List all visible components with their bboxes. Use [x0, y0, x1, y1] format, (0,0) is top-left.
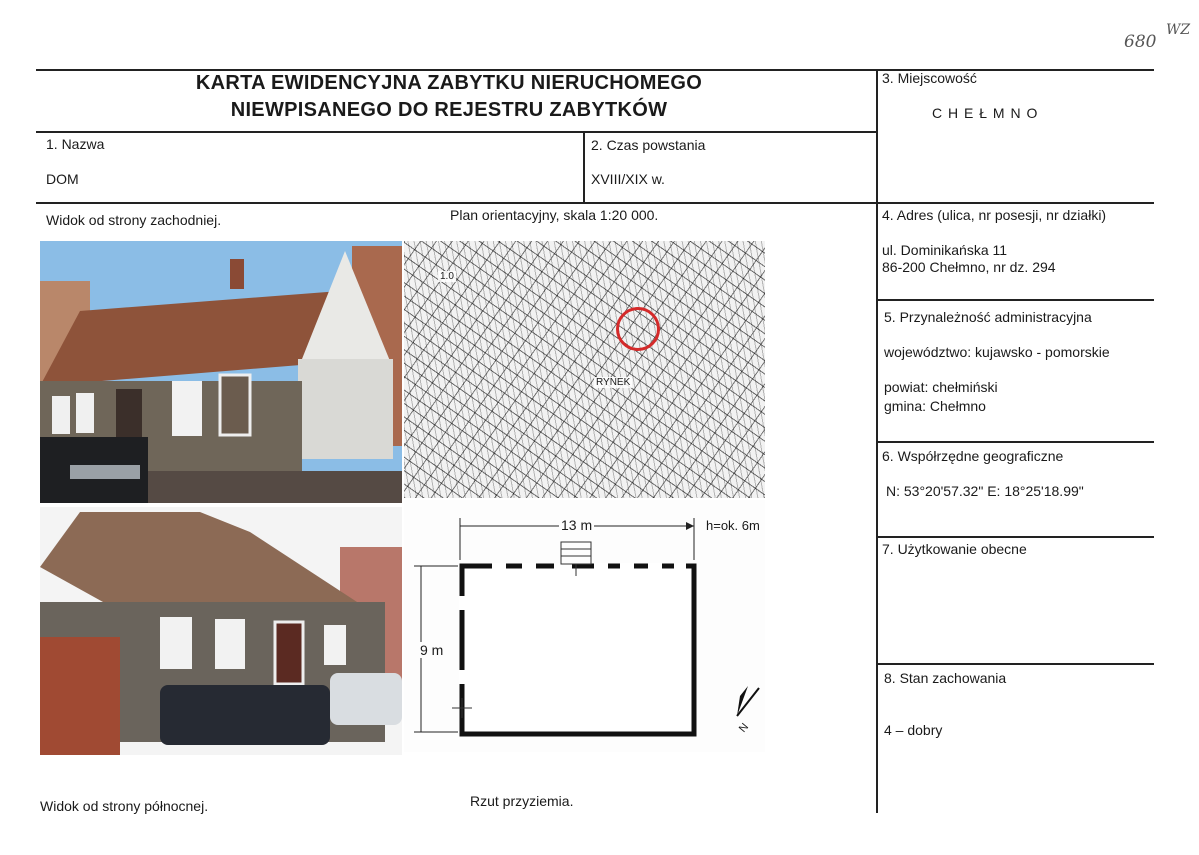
card-title-line2: NIEWPISANEGO DO REJESTRU ZABYTKÓW: [230, 99, 668, 121]
name-date-divider: [583, 131, 585, 203]
caption-view-west: Widok od strony zachodniej.: [46, 212, 222, 228]
condition-value: 4 – dobry: [884, 722, 943, 738]
name-value: DOM: [46, 171, 79, 187]
name-label: 1. Nazwa: [46, 136, 105, 152]
house-north-photo-illustration: [40, 507, 402, 755]
right-line-6: [877, 536, 1154, 538]
address-line1: ul. Dominikańska 11: [882, 242, 1008, 258]
plan-depth-label: 9 m: [420, 642, 444, 658]
admin-commune: gmina: Chełmno: [884, 398, 986, 414]
right-line-4: [877, 299, 1154, 301]
condition-label: 8. Stan zachowania: [884, 670, 1007, 686]
right-line-7: [877, 663, 1154, 665]
caption-map: Plan orientacyjny, skala 1:20 000.: [450, 207, 659, 223]
admin-county: powiat: chełmiński: [884, 379, 998, 395]
plan-width-label: 13 m: [561, 517, 593, 533]
address-label: 4. Adres (ulica, nr posesji, nr działki): [882, 207, 1107, 223]
coords-value: N: 53°20'57.32" E: 18°25'18.99": [886, 483, 1084, 499]
plan-height-label: h=ok. 6m: [706, 518, 760, 533]
handwritten-number: 680: [1124, 32, 1157, 52]
caption-floor-plan: Rzut przyziemia.: [470, 793, 574, 809]
address-line2: 86-200 Chełmno, nr dz. 294: [882, 259, 1056, 275]
admin-voivodeship: województwo: kujawsko - pomorskie: [884, 344, 1110, 360]
top-border: [36, 69, 1154, 71]
locality-label: 3. Miejscowość: [882, 70, 977, 86]
handwritten-initials: WZ: [1166, 22, 1191, 38]
title-bottom-line: [36, 131, 878, 133]
map-label-square: RYNEK: [596, 377, 631, 388]
floor-plan: [404, 500, 765, 752]
use-label: 7. Użytkowanie obecne: [882, 541, 1027, 557]
coords-label: 6. Współrzędne geograficzne: [882, 448, 1064, 464]
caption-view-north: Widok od strony północnej.: [40, 798, 209, 814]
locality-value: C H E Ł M N O: [932, 105, 1039, 121]
north-arrow-label: N: [736, 721, 752, 735]
map-height-mark: 1.0: [440, 271, 454, 282]
right-line-5: [877, 441, 1154, 443]
row1-bottom-line: [36, 202, 1154, 204]
orientation-map: [404, 241, 765, 498]
date-label: 2. Czas powstania: [591, 137, 706, 153]
admin-label: 5. Przynależność administracyjna: [884, 309, 1092, 325]
date-value: XVIII/XIX w.: [591, 171, 665, 187]
card-title-line1: KARTA EWIDENCYJNA ZABYTKU NIERUCHOMEGO: [195, 72, 703, 94]
map-location-marker: [616, 307, 660, 351]
floor-plan-drawing: [404, 500, 765, 752]
photo-west-view: [40, 241, 402, 503]
photo-north-view: [40, 507, 402, 755]
house-west-photo-illustration: [40, 241, 402, 503]
